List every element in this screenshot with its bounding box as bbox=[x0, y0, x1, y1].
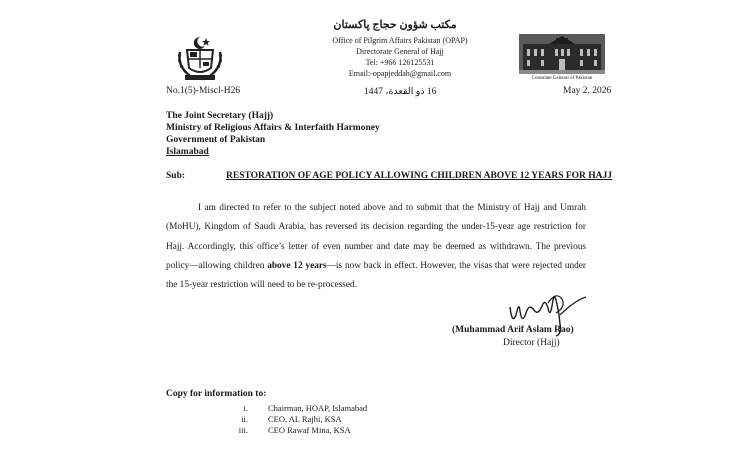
consulate-building-image bbox=[519, 34, 605, 74]
body-text-bold: above 12 years bbox=[267, 260, 327, 271]
body-text-part-1: I am directed to refer to the subject noted above and to submit that the Ministry of Hajj and Umrah (MoHU), Kingdom of Saudi Arabia, has reversed its decision regarding the under-15-year age restriction for Hajj. Accordingly, this office’s letter of even number and date may be deemed as withdrawn. The previous policy—allowing children bbox=[166, 203, 586, 271]
addressee-line-3: Government of Pakistan bbox=[166, 135, 266, 145]
signatory-name: (Muhammad Arif Aslam Rao) bbox=[452, 325, 574, 335]
copy-item-number: iii. bbox=[238, 425, 248, 435]
reference-number: No.1(5)-Miscl-H26 bbox=[166, 86, 241, 96]
subject-label: Sub: bbox=[166, 171, 186, 181]
copy-heading: Copy for information to: bbox=[166, 389, 267, 399]
directorate-name: Directorate General of Hajj bbox=[356, 47, 444, 56]
body-text-part-2: —is now back in effect. However, the visas that were rejected under the 15-year restriction will need to be re-processed. bbox=[166, 260, 587, 291]
office-name: Office of Pilgrim Affairs Pakistan (OPAP) bbox=[332, 36, 468, 45]
email: Email:-opapjeddah@gmail.com bbox=[348, 69, 452, 78]
copy-item-text: CEO Rawaf Mina, KSA bbox=[268, 425, 351, 435]
copy-item-text: Chairman, HOAP, Islamabad bbox=[268, 403, 368, 413]
telephone: Tel: +966 126125531 bbox=[365, 58, 435, 67]
copy-item-text: CEO, AL Rajhi, KSA bbox=[268, 414, 342, 424]
addressee-line-2: Ministry of Religious Affairs & Interfaith Harmoney bbox=[166, 123, 380, 133]
signatory-title: Director (Hajj) bbox=[503, 338, 560, 348]
addressee-city: Islamabad bbox=[166, 147, 209, 157]
addressee-line-1: The Joint Secretary (Hajj) bbox=[166, 111, 274, 121]
urdu-office-title: مکتب شؤون حجاج پاکستان bbox=[333, 19, 457, 31]
pakistan-emblem bbox=[175, 34, 225, 82]
hijri-date: 16 ذو القعدة، 1447 bbox=[364, 87, 437, 97]
subject-text: RESTORATION OF AGE POLICY ALLOWING CHILDREN ABOVE 12 YEARS FOR HAJJ bbox=[226, 171, 613, 181]
copy-item-number: ii. bbox=[241, 414, 248, 424]
copy-item-number: i. bbox=[243, 403, 248, 413]
consulate-caption: Consulate General of Pakistan bbox=[531, 76, 593, 81]
body-paragraph bbox=[166, 199, 586, 295]
letter-date: May 2, 2026 bbox=[563, 86, 612, 96]
